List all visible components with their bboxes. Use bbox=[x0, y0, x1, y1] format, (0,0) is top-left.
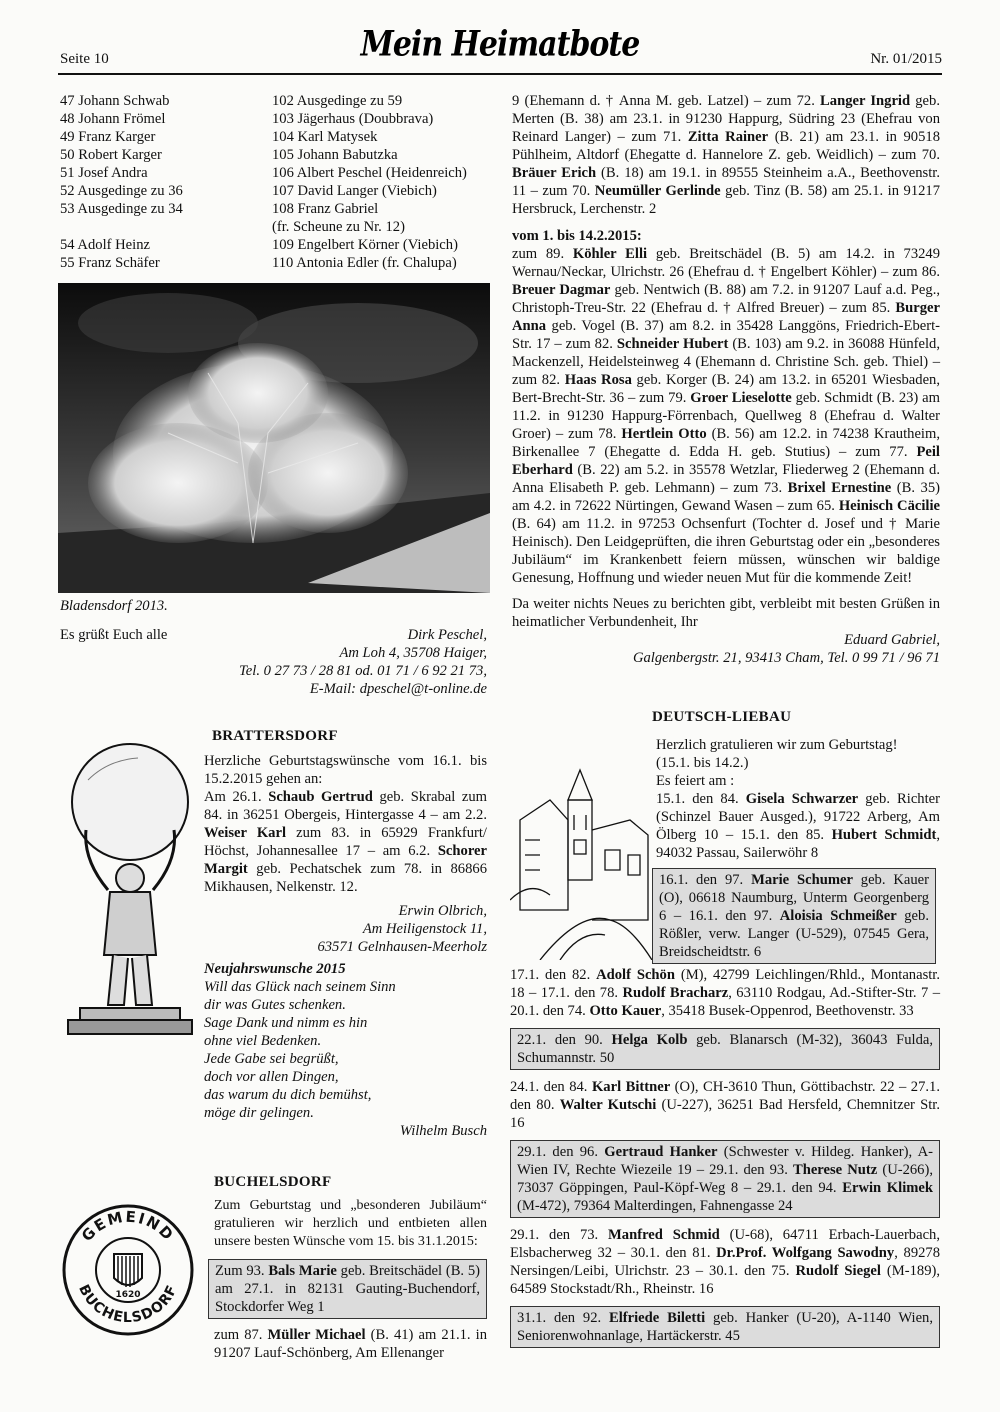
list-item: 103 Jägerhaus (Doubbrava) bbox=[272, 111, 434, 127]
person-name: Schorer Margit bbox=[204, 843, 487, 877]
brattersdorf-section bbox=[204, 727, 487, 956]
poem-line: dir was Gutes schenken. bbox=[204, 997, 346, 1013]
list-item: 53 Ausgedinge zu 34 bbox=[60, 201, 183, 217]
poem-line: ohne viel Bedenken. bbox=[204, 1033, 322, 1049]
bladensdorf-continued bbox=[512, 92, 940, 667]
list-item: 104 Karl Matysek bbox=[272, 129, 378, 145]
poem-author: Wilhelm Busch bbox=[399, 1123, 487, 1139]
closing-text: Da weiter nichts Neues zu berichten gibt, verbleibt mit besten Grüßen in heimatlicher Verbundenheit, Ihr bbox=[512, 596, 940, 630]
highlight-box: Zum 93. Bals Marie geb. Breitschädel (B. 5) am 27.1. in 82131 Gauting-Buchendorf, Stockdorfer Weg 1 bbox=[208, 1259, 487, 1319]
birthday-entry: 24.1. den 84. Karl Bittner (O), CH-3610 Thun, Göttibachstr. 22 – 27.1. den 80. Walter Kutschi (U-227), 36251 Bad Hersfeld, Chemnitzer Str. 16 bbox=[510, 1079, 940, 1131]
list-item: 54 Adolf Heinz bbox=[60, 237, 150, 253]
list-item: 108 Franz Gabriel bbox=[272, 201, 379, 217]
buchelsdorf-section bbox=[214, 1173, 487, 1362]
list-item: (fr. Scheune zu Nr. 12) bbox=[272, 219, 405, 235]
list-item: 102 Ausgedinge zu 59 bbox=[272, 93, 403, 109]
brattersdorf-entries: Am 26.1. Schaub Gertrud geb. Skrabal zum 84. in 36251 Obergeis, Hintergasse 4 – am 2.2. Weiser Karl zum 83. in 65929 Frankfurt/ Höchst, Johannesallee 17 – am 6.2. Schorer Margit geb. Pechatschek zum 78. in 86866 Mikhausen, Nelkenstr. 12. bbox=[204, 789, 488, 895]
list-item bbox=[60, 218, 265, 236]
poem-line: doch vor allen Dingen, bbox=[204, 1069, 339, 1085]
list-item: 50 Robert Karger bbox=[60, 147, 162, 163]
birthday-entry: 15.1. den 84. Gisela Schwarzer geb. Richter (Schinzel Bauer Ausged.), 91722 Arberg, Am Ölberg 10 – 15.1. den 85. Hubert Schmidt, 94032 Passau, Sailerwöhr 8 bbox=[656, 791, 940, 861]
closing-signature: Eduard Gabriel, Galgenbergstr. 21, 93413 Cham, Tel. 0 99 71 / 96 71 bbox=[632, 632, 940, 666]
birthday-list-february: zum 89. Köhler Elli geb. Breitschädel (B. 5) am 14.2. in 73249 Wernau/Neckar, Ulrichstr. 26 (Ehefrau d. † Engelbert Köhler) – zum 86. Breuer Dagmar geb. Nentwich (B. 88) am 7.2. in 91207 Lauf a.d. Peg., Christoph-Treu-Str. 22 (Ehefrau d. † Alfred Breuer) – zum 85. Burger Anna geb. Vogel (B. 37) am 8.2. in 35428 Langgöns, Friedrich-Ebert-Str. 17 – zum 82. Schneider Hubert (B. 103) am 9.2. in 36088 Hünfeld, Mackenzell, Heidelsteinweg 4 (Ehemann d. Christine Sch. geb. Thiel) – zum 82. Haas Rosa geb. Korger (B. 24) am 13.2. in 65201 Wiesbaden, Bert-Brecht-Str. 36 – zum 79. Groer Lieselotte geb. Schmidt (B. 23) am 11.2. in 91230 Happurg-Förrenbach, Quellweg 8 (Ehefrau d. Walter Groer) – zum 78. Hertlein Otto (B. 56) am 12.2. in 74238 Krautheim, Birkenallee 7 (Ehegatte d. Edda H. geb. Stutius) – zum 77. Peil Eberhard (B. 22) am 5.2. in 35578 Wetzlar, Fliederweg 2 (Ehemann d. Anna Elisabeth P. geb. Lehmann) – zum 73. Brixel Ernestine (B. 35) am 4.2. in 72622 Nürtingen, Gewand Wasen – zum 65. Heinisch Cäcilie (B. 64) am 11.2. in 97253 Ochsenfurt (Tochter d. Josef und † Marie Heinisch). Den Leidgeprüften, die ihren Geburtstag oder ein „besonderes Jubiläum“ im Krankenbett feiern müssen, wünschen wir baldige Genesung, Hoffnung und wieder neuen Mut für die kommende Zeit! bbox=[512, 246, 941, 586]
poem-line: das warum du dich bemühst, bbox=[204, 1087, 372, 1103]
highlight-box: 22.1. den 90. Helga Kolb geb. Blanarsch (M-32), 36043 Fulda, Schumannstr. 50 bbox=[510, 1028, 940, 1070]
brattersdorf-intro: Herzliche Geburtstagswünsche vom 16.1. bis 15.2.2015 gehen an: bbox=[204, 753, 487, 787]
house-list-mid bbox=[272, 92, 492, 272]
birthday-entry: 29.1. den 73. Manfred Schmid (U-68), 64711 Erbach-Lauerbach, Elsbacherweg 32 – 30.1. den 81. Dr.Prof. Wolfgang Sawodny, 89278 Nersingen/Leibi, Ulrichstr. 23 – 30.1. den 75. Rudolf Siegel (M-189), 64589 Stockstadt/Rh., Rheinstr. 16 bbox=[510, 1227, 940, 1297]
photo-caption: Bladensdorf 2013. bbox=[60, 598, 168, 614]
highlight-box: 16.1. den 97. Marie Schumer geb. Kauer (O), 06618 Naumburg, Unterm Georgenberg 6 – 16.1. den 97. Aloisia Schmeißer geb. Rößler, verw. Langer (U-529), 07545 Gera, Breidscheidtstr. 6 bbox=[652, 868, 936, 964]
church-town-sketch bbox=[510, 760, 652, 960]
poem-line: Will das Glück nach seinem Sinn bbox=[204, 979, 396, 995]
seal-bottom-text: BUCHELSDORF bbox=[75, 1282, 181, 1327]
person-name: Schaub Gertrud bbox=[268, 789, 373, 805]
brattersdorf-heading: BRATTERSDORF bbox=[212, 728, 338, 744]
poem-line: Sage Dank und nimm es hin bbox=[204, 1015, 368, 1031]
atlas-statue-illustration bbox=[58, 740, 203, 1040]
buchelsdorf-entry: zum 87. Müller Michael (B. 41) am 21.1. in 91207 Lauf-Schönberg, Am Ellenanger bbox=[214, 1327, 488, 1361]
seal-year: 1620 bbox=[115, 1290, 141, 1300]
page-number: Seite 10 bbox=[60, 51, 109, 67]
person-name: Bals Marie bbox=[268, 1263, 337, 1279]
list-item: 51 Josef Andra bbox=[60, 165, 148, 181]
deutsch-liebau-intro: Herzlich gratulieren wir zum Geburtstag! (15.1. bis 14.2.) Es feiert am : bbox=[656, 737, 898, 789]
svg-text:GEMEIND bbox=[78, 1208, 178, 1245]
highlight-box: 31.1. den 92. Elfriede Biletti geb. Hanker (U-20), A-1140 Wien, Seniorenwohnanlage, Hartäckerstr. 45 bbox=[510, 1306, 940, 1348]
birthday-entry: 17.1. den 82. Adolf Schön (M), 42799 Leichlingen/Rhld., Montanastr. 18 – 17.1. den 78. Rudolf Bracharz, 63110 Rodgau, Ad.-Stifter-Str. 7 – 20.1. den 74. Otto Kauer, 35418 Busek-Oppenrod, Beethovenstr. 33 bbox=[510, 967, 941, 1019]
list-item: 48 Johann Frömel bbox=[60, 111, 166, 127]
buchelsdorf-intro: Zum Geburtstag und „besonderen Jubiläum“ gratulieren wir herzlich und entbieten allen unsere besten Wünsche vom 15. bis 31.1.2015: bbox=[214, 1198, 487, 1249]
deutsch-liebau-heading: DEUTSCH-LIEBAU bbox=[652, 709, 792, 725]
list-item: 55 Franz Schäfer bbox=[60, 255, 160, 271]
snow-tree-photo bbox=[58, 283, 490, 593]
list-item: 106 Albert Peschel (Heidenreich) bbox=[272, 165, 467, 181]
header-rule bbox=[58, 73, 942, 75]
highlight-box: 29.1. den 96. Gertraud Hanker (Schwester v. Hildeg. Hanker), A-Wien IV, Rechte Wiezeile 19 – 29.1. den 93. Therese Nutz (U-266), 73037 Göppingen, Paul-Köpf-Weg 8 – 29.1. den 94. Erwin Klimek (M-472), 79364 Malterdingen, Fahnengasse 24 bbox=[510, 1140, 940, 1218]
list-item: 107 David Langer (Viebich) bbox=[272, 183, 437, 199]
poem-line: Jede Gabe sei begrüßt, bbox=[204, 1051, 339, 1067]
masthead-title: Mein Heimatbote bbox=[360, 24, 640, 65]
list-item: 110 Antonia Edler (fr. Chalupa) bbox=[272, 255, 457, 271]
list-item: 105 Johann Babutzka bbox=[272, 147, 398, 163]
deutsch-liebau-list bbox=[510, 966, 940, 1348]
greeting-email: E-Mail: dpeschel@t-online.de bbox=[309, 681, 487, 697]
seal-top-text: GEMEIND bbox=[77, 1207, 178, 1246]
list-item: 49 Franz Karger bbox=[60, 129, 156, 145]
new-year-poem bbox=[204, 960, 487, 1140]
poem-line: möge dir gelingen. bbox=[204, 1105, 314, 1121]
person-name: Müller Michael bbox=[267, 1327, 366, 1343]
february-heading: vom 1. bis 14.2.2015: bbox=[512, 228, 642, 244]
house-list-left bbox=[60, 92, 265, 272]
greeting-name: Dirk Peschel, bbox=[407, 627, 487, 643]
deutsch-liebau-section bbox=[652, 708, 940, 964]
buchelsdorf-heading: BUCHELSDORF bbox=[214, 1174, 332, 1190]
person-name: Weiser Karl bbox=[204, 825, 286, 841]
svg-text:BUCHELSDORF bbox=[75, 1282, 181, 1326]
list-item: 47 Johann Schwab bbox=[60, 93, 170, 109]
greeting-signature bbox=[200, 626, 487, 698]
list-item: 109 Engelbert Körner (Viebich) bbox=[272, 237, 458, 253]
buchelsdorf-seal bbox=[58, 1200, 198, 1340]
birthday-list-january: 9 (Ehemann d. † Anna M. geb. Latzel) – zum 72. Langer Ingrid geb. Merten (B. 38) am 23.1. in 91230 Happurg, Südring 23 (Ehefrau von Reinard Langer) – zum 71. Zitta Rainer (B. 21) am 23.1. in 90518 Pühlheim, Altdorf (Ehegatte d. Hannelore Z. geb. Weidlich) – zum 70. Bräuer Erich (B. 18) am 19.1. in 89555 Steinheim a.A., Beethovenstr. 11 – zum 70. Neumüller Gerlinde geb. Tinz (B. 58) am 25.1. in 91217 Hersbruck, Lerchenstr. 2 bbox=[512, 93, 941, 217]
list-item: 52 Ausgedinge zu 36 bbox=[60, 183, 183, 199]
greeting-phone: Tel. 0 27 73 / 28 81 od. 01 71 / 6 92 21 73, bbox=[239, 663, 487, 679]
greeting-address: Am Loh 4, 35708 Haiger, bbox=[339, 645, 487, 661]
greeting-left: Es grüßt Euch alle bbox=[60, 627, 168, 643]
issue-number: Nr. 01/2015 bbox=[870, 51, 942, 67]
poem-title: Neujahrswunsche 2015 bbox=[204, 961, 346, 977]
brattersdorf-signature: Erwin Olbrich, Am Heiligenstock 11, 63571 Gelnhausen-Meerholz bbox=[317, 903, 487, 955]
